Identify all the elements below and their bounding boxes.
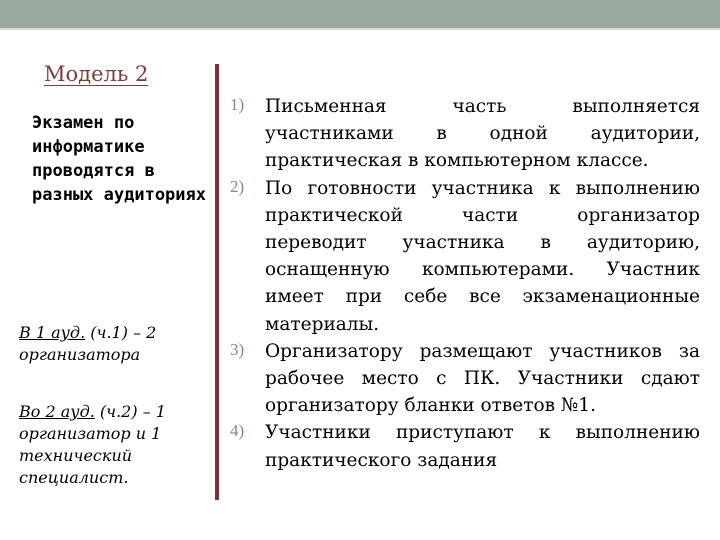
part-1-label: (ч.1) [90, 323, 128, 342]
procedure-list [230, 93, 700, 474]
exam-heading: Экзамен по информатике проводятся в разных аудиториях [32, 113, 206, 205]
room-2-label: Во 2 ауд. [19, 402, 95, 421]
model-title: Модель 2 [44, 62, 149, 86]
item-number: 3) [230, 339, 245, 359]
room-1-staff: – 2 организатора [19, 323, 157, 364]
room-1-note [19, 322, 209, 366]
item-number: 4) [230, 421, 245, 441]
list-item [230, 175, 700, 338]
item-number: 1) [230, 95, 245, 114]
item-text: Письменная часть выполняется участниками в одной аудитории, практическая в компьютерном классе. [265, 96, 700, 172]
room-2-staff: – 1 организатор и 1 технический специалист. [19, 402, 166, 487]
top-band-line [0, 28, 720, 30]
top-band [0, 0, 720, 28]
list-item [230, 419, 700, 473]
item-text: Организатору размещают участников за рабочее место с ПК. Участники сдают организатору бланки ответов №1. [265, 340, 700, 417]
part-2-label: (ч.2) [99, 402, 138, 421]
list-item [230, 93, 700, 175]
list-item [230, 338, 700, 420]
room-1-label: В 1 ауд. [19, 323, 86, 342]
room-2-note [19, 401, 209, 489]
item-text: По готовности участника к выполнению практической части организатор переводит участника в аудиторию, оснащенную компьютерами. Участник имеет при себе все экзаменационные материалы. [265, 177, 700, 335]
item-text: Участники приступают к выполнению практического задания [265, 422, 700, 471]
vertical-divider [215, 64, 219, 500]
item-number: 2) [230, 176, 245, 196]
